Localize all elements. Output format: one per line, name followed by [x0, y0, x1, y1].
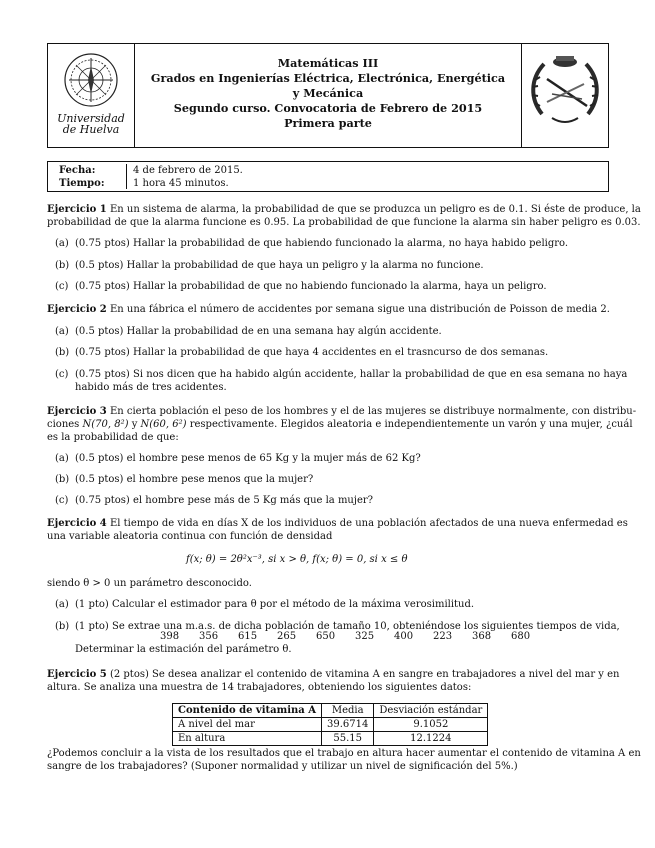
- table-cell: 39.6714: [322, 718, 374, 732]
- ej3-item-a: (a) (0.5 ptos) el hombre pese menos de 65 Kg y la mujer más de 62 Kg?: [55, 453, 421, 464]
- exam-title-block: [135, 44, 521, 147]
- data-value: 650: [316, 631, 336, 642]
- ej3-title: Ejercicio 3: [47, 406, 107, 417]
- ej2-line1: Ejercicio 2 En una fábrica el número de accidentes por semana sigue una distribución de Poisson de media 2.: [47, 304, 610, 315]
- data-value: 368: [472, 631, 492, 642]
- data-value: 400: [394, 631, 414, 642]
- ej1-item-b: (b) (0.5 ptos) Hallar la probabilidad de que haya un peligro y la alarma no funcione.: [55, 260, 484, 271]
- table-cell: A nivel del mar: [173, 718, 322, 732]
- date-label: Fecha:: [59, 165, 96, 176]
- density-formula: f(x; θ) = 2θ²x⁻³, si x > θ, f(x; θ) = 0, si x ≤ θ: [186, 554, 408, 565]
- ej4-title: Ejercicio 4: [47, 518, 107, 529]
- ej2-item-c: (c) (0.75 ptos) Si nos dicen que ha habido algún accidente, hallar la probabilidad de que en esa semana no haya: [55, 369, 628, 380]
- table-header-row: [173, 704, 488, 718]
- ej5-question-line2: sangre de los trabajadores? (Suponer normalidad y utilizar un nivel de significación del 5%.): [47, 761, 518, 772]
- table-header: Desviación estándar: [374, 704, 488, 718]
- university-logo: [48, 44, 135, 147]
- ej5-line1: Ejercicio 5 (2 ptos) Se desea analizar el contenido de vitamina A en sangre en trabajadores a nivel del mar y en: [47, 669, 620, 680]
- table-header: Contenido de vitamina A: [173, 704, 322, 718]
- table-row: [173, 718, 488, 732]
- ej3-line3: es la probabilidad de que:: [47, 432, 179, 443]
- ej1-line1: Ejercicio 1 En un sistema de alarma, la probabilidad de que se produzca un peligro es de 0.1. Si éste de produce, la: [47, 204, 641, 215]
- ej2-item-b: (b) (0.75 ptos) Hallar la probabilidad de que haya 4 accidentes en el trasncurso de dos semanas.: [55, 347, 549, 358]
- ej1-item-a: (a) (0.75 ptos) Hallar la probabilidad de que habiendo funcionado la alarma, no haya habido peligro.: [55, 238, 569, 249]
- ej4-item-a: (a) (1 pto) Calcular el estimador para θ por el método de la máxima verosimilitud.: [55, 599, 475, 610]
- ej3-item-b: (b) (0.5 ptos) el hombre pese menos que la mujer?: [55, 474, 314, 485]
- ej4-after: siendo θ > 0 un parámetro desconocido.: [47, 578, 252, 589]
- degree-line: Grados en Ingenierías Eléctrica, Electrónica, Energética: [150, 71, 506, 85]
- ej1-title: Ejercicio 1: [47, 204, 107, 215]
- time-value: 1 hora 45 minutos.: [133, 178, 229, 189]
- ej3-item-c: (c) (0.75 ptos) el hombre pese más de 5 Kg más que la mujer?: [55, 495, 374, 506]
- university-name-line2: de Huelva: [62, 123, 120, 136]
- table-header: Media: [322, 704, 374, 718]
- exam-info-box: [47, 161, 609, 192]
- ej2-item-a: (a) (0.5 ptos) Hallar la probabilidad de en una semana hay algún accidente.: [55, 326, 442, 337]
- ej1-item-c: (c) (0.75 ptos) Hallar la probabilidad de que no habiendo funcionado la alarma, haya un peligro.: [55, 281, 547, 292]
- ej1-line2: probabilidad de que la alarma funcione es 0.95. La probabilidad de que funcione la alarma sin haber peligro es 0.03.: [47, 217, 641, 228]
- university-name-line1: Universidad: [57, 112, 125, 125]
- ej4-data-after: Determinar la estimación del parámetro θ.: [75, 644, 292, 655]
- table-cell: En altura: [173, 732, 322, 746]
- data-value: 325: [355, 631, 375, 642]
- lifetime-data: [160, 631, 550, 642]
- table-row: [173, 732, 488, 746]
- ej4-item-b: (b) (1 pto) Se extrae una m.a.s. de dicha población de tamaño 10, obteniéndose los siguientes tiempos de vida,: [55, 621, 620, 632]
- ej4-line2: una variable aleatoria continua con función de densidad: [47, 531, 333, 542]
- course-title: Matemáticas III: [277, 56, 379, 70]
- data-value: 356: [199, 631, 219, 642]
- table-cell: 12.1224: [374, 732, 488, 746]
- table-cell: 9.1052: [374, 718, 488, 732]
- table-cell: 55.15: [322, 732, 374, 746]
- info-divider: [126, 164, 127, 189]
- degree-line-2: y Mecánica: [292, 86, 364, 100]
- date-value: 4 de febrero de 2015.: [133, 165, 243, 176]
- ej3-line1: Ejercicio 3 En cierta población el peso de los hombres y el de las mujeres se distribuye normalmente, con distribu-: [47, 406, 637, 417]
- data-value: 223: [433, 631, 453, 642]
- laurel-crest-icon: [522, 44, 608, 147]
- vitamin-table: [172, 703, 488, 746]
- ej3-line2: ciones N(70, 8²) y N(60, 6²) respectivamente. Elegidos aleatoria e independientemente un varón y una mujer, ¿cuál: [47, 419, 633, 430]
- exam-header: [47, 43, 609, 148]
- ej5-question-line1: ¿Podemos concluir a la vista de los resultados que el trabajo en altura hacer aumentar el contenido de vitamina A en: [47, 748, 641, 759]
- school-crest: [521, 44, 608, 147]
- time-label: Tiempo:: [59, 178, 105, 189]
- data-value: 615: [238, 631, 258, 642]
- data-value: 265: [277, 631, 297, 642]
- ej2-title: Ejercicio 2: [47, 304, 107, 315]
- data-value: 680: [511, 631, 531, 642]
- part-line: Primera parte: [284, 116, 372, 130]
- ej5-line2: altura. Se analiza una muestra de 14 trabajadores, obteniendo los siguientes datos:: [47, 682, 472, 693]
- data-value: 398: [160, 631, 180, 642]
- ej5-title: Ejercicio 5: [47, 669, 107, 680]
- session-line: Segundo curso. Convocatoria de Febrero de 2015: [173, 101, 483, 115]
- ej4-line1: Ejercicio 4 El tiempo de vida en días X de los individuos de una población afectados de una nueva enfermedad es: [47, 518, 628, 529]
- ej2-item-c-cont: habido más de tres acidentes.: [75, 382, 227, 393]
